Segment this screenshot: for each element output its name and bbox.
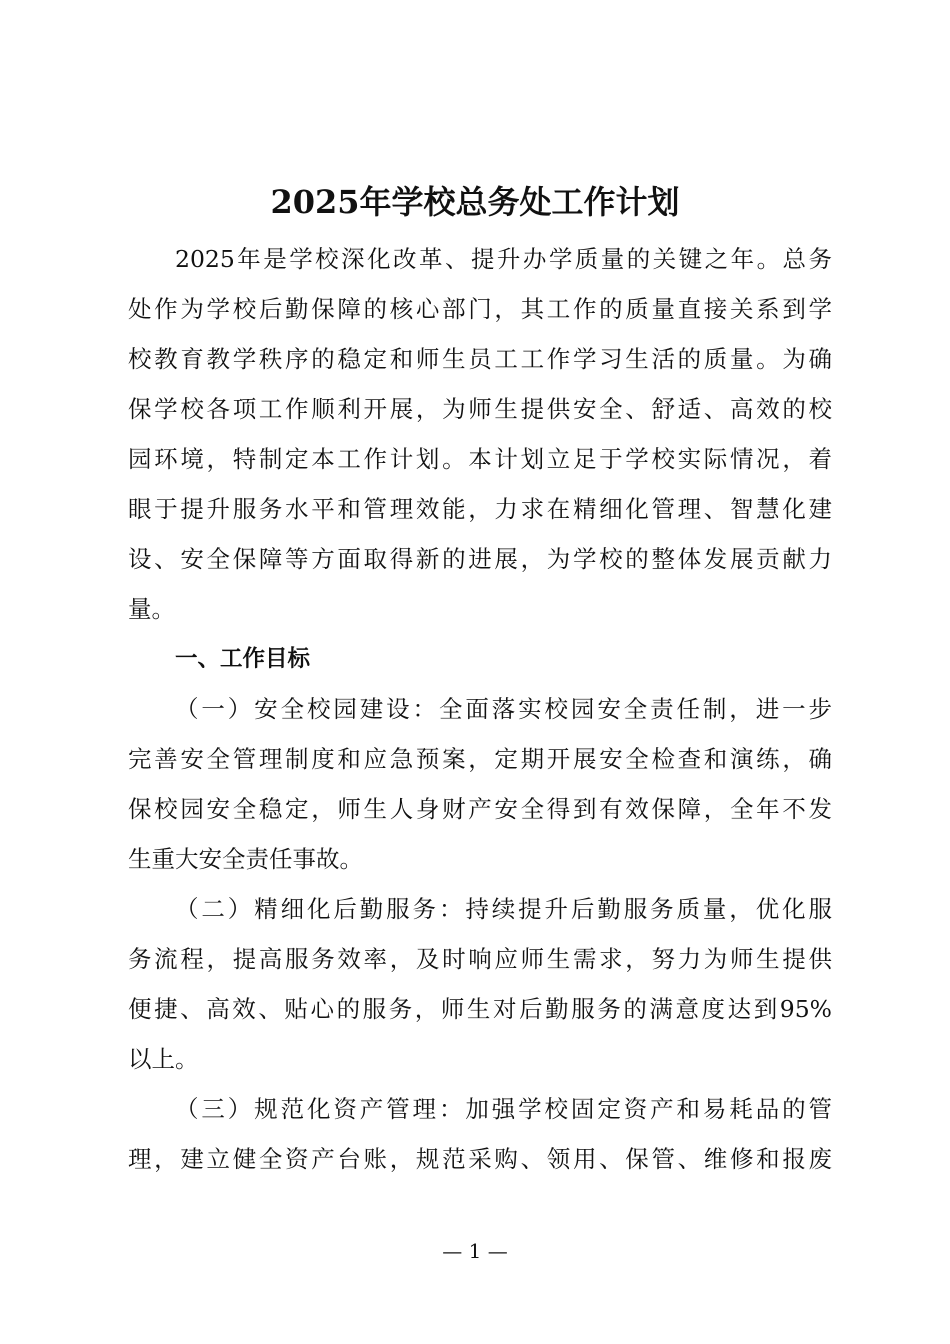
paragraph-line: （三）规范化资产管理：加强学校固定资产和易耗品的管 [175, 1095, 832, 1123]
section-heading: 一、工作目标 [175, 646, 311, 672]
document-title: 2025年学校总务处工作计划 [270, 183, 680, 221]
page-number: — 1 — [442, 1239, 508, 1263]
paragraph-line: 务流程，提高服务效率，及时响应师生需求，努力为师生提供 [128, 945, 832, 973]
goal-item-service [128, 884, 832, 1084]
paragraph-line: 保学校各项工作顺利开展，为师生提供安全、舒适、高效的校 [128, 395, 832, 423]
paragraph-line: 完善安全管理制度和应急预案，定期开展安全检查和演练，确 [128, 745, 832, 773]
paragraph-line: 校教育教学秩序的稳定和师生员工工作学习生活的质量。为确 [128, 345, 832, 373]
goal-item-safety [128, 684, 832, 884]
document-body [128, 234, 832, 1184]
paragraph-line: 便捷、高效、贴心的服务，师生对后勤服务的满意度达到95% [128, 995, 832, 1023]
intro-paragraph [128, 234, 832, 634]
paragraph-line: 理，建立健全资产台账，规范采购、领用、保管、维修和报废 [128, 1145, 832, 1173]
paragraph-line: 量。 [128, 595, 175, 623]
paragraph-line: 保校园安全稳定，师生人身财产安全得到有效保障，全年不发 [128, 795, 832, 823]
paragraph-line: 眼于提升服务水平和管理效能，力求在精细化管理、智慧化建 [128, 495, 832, 523]
paragraph-line: 设、安全保障等方面取得新的进展，为学校的整体发展贡献力 [128, 545, 832, 573]
paragraph-line: 园环境，特制定本工作计划。本计划立足于学校实际情况，着 [128, 445, 832, 473]
paragraph-line: 处作为学校后勤保障的核心部门，其工作的质量直接关系到学 [128, 295, 832, 323]
paragraph-line: 以上。 [128, 1045, 199, 1073]
goal-item-assets [128, 1084, 832, 1184]
paragraph-line: （一）安全校园建设：全面落实校园安全责任制，进一步 [175, 695, 832, 723]
paragraph-line: 生重大安全责任事故。 [128, 845, 363, 873]
paragraph-line: 2025年是学校深化改革、提升办学质量的关键之年。总务 [175, 245, 832, 273]
paragraph-line: （二）精细化后勤服务：持续提升后勤服务质量，优化服 [175, 895, 832, 923]
